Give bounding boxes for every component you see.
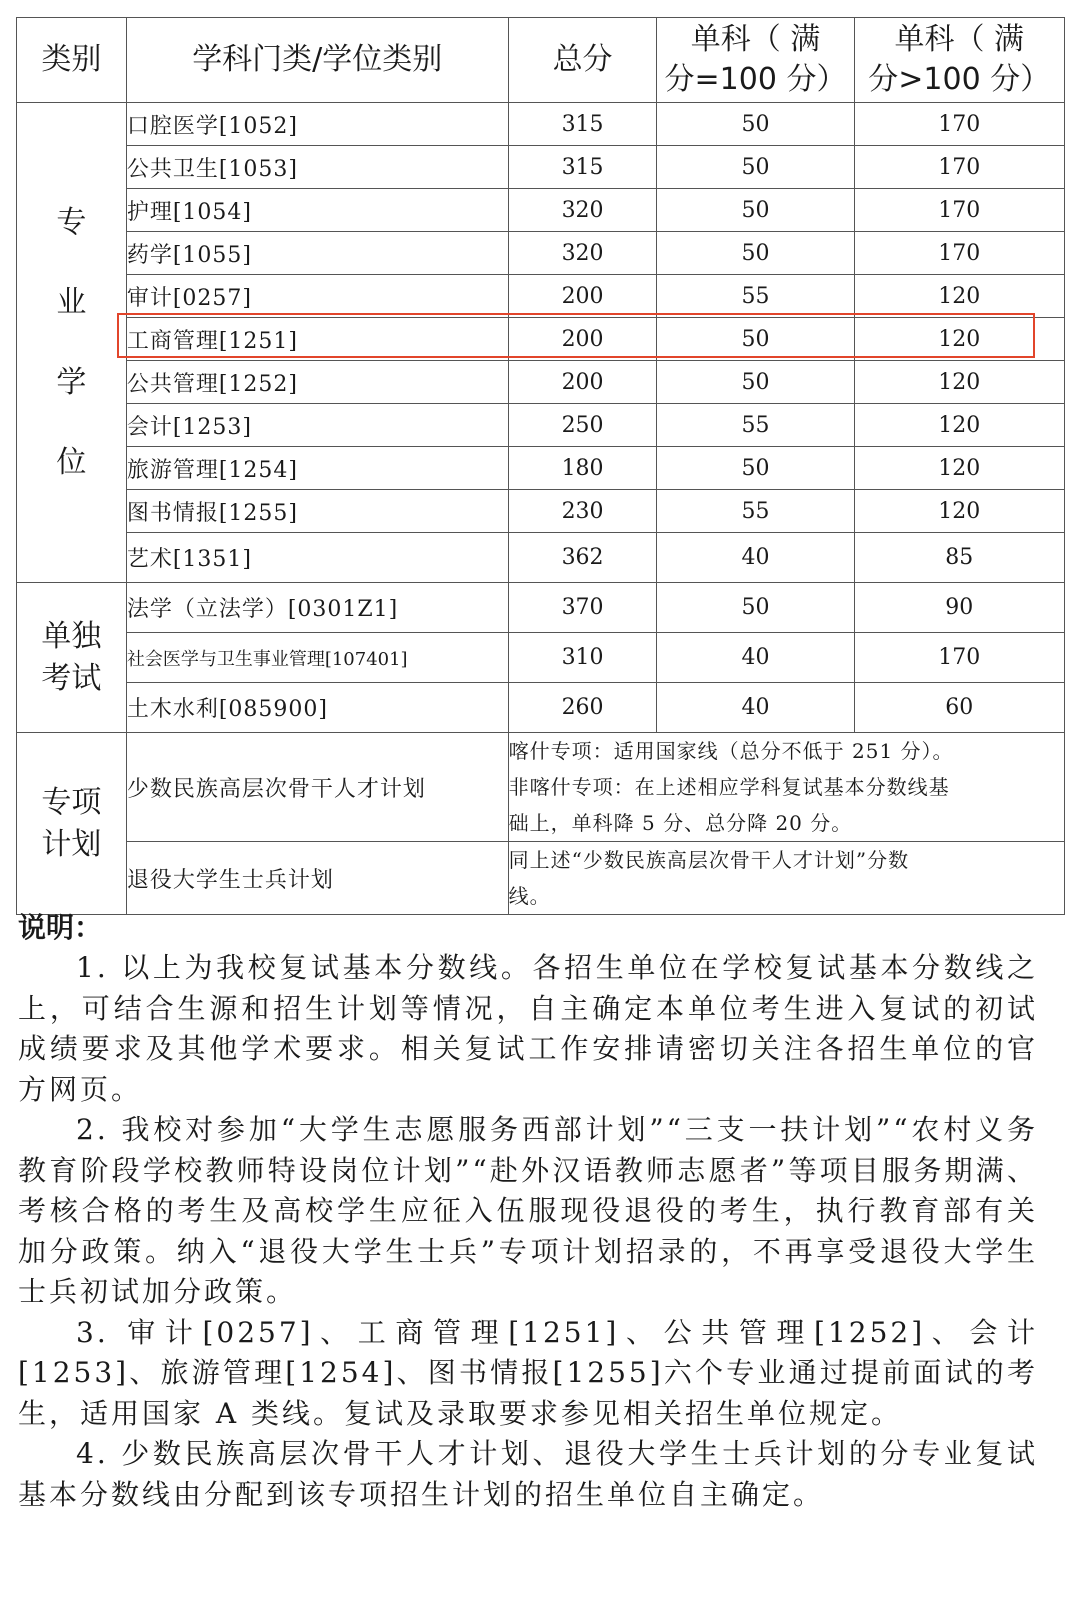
group-label-line: 考试 xyxy=(41,660,102,696)
subject-cell: 口腔医学[1052] xyxy=(126,103,508,146)
group-label-char: 专 xyxy=(56,204,87,240)
table-row xyxy=(17,447,1065,490)
single-over100-cell: 170 xyxy=(854,146,1064,189)
total-cell: 200 xyxy=(508,318,657,361)
subject-cell: 公共管理[1252] xyxy=(126,361,508,404)
note-line: 同上述“少数民族高层次骨干人才计划”分数 xyxy=(508,848,910,872)
subject-cell: 法学（立法学）[0301Z1] xyxy=(126,583,508,633)
single100-cell: 50 xyxy=(657,447,854,490)
table-row xyxy=(17,232,1065,275)
total-cell: 200 xyxy=(508,275,657,318)
table-header-row xyxy=(17,18,1065,103)
header-single-100 xyxy=(657,18,854,103)
total-cell: 180 xyxy=(508,447,657,490)
single-over100-cell: 120 xyxy=(854,275,1064,318)
total-cell: 230 xyxy=(508,490,657,533)
table-row xyxy=(17,361,1065,404)
table-row xyxy=(17,533,1065,583)
total-cell: 362 xyxy=(508,533,657,583)
header-category: 类别 xyxy=(17,18,127,103)
table-row-highlighted xyxy=(17,318,1065,361)
single100-cell: 50 xyxy=(657,318,854,361)
single100-cell: 55 xyxy=(657,275,854,318)
table-row xyxy=(17,683,1065,733)
single100-cell: 55 xyxy=(657,404,854,447)
note-paragraph: 2. 我校对参加“大学生志愿服务西部计划”“三支一扶计划”“农村义务教育阶段学校教师特设岗位计划”“赴外汉语教师志愿者”等项目服务期满、考核合格的考生及高校学生应征入伍服现役退役的考生，执行教育部有关加分政策。纳入“退役大学生士兵”专项计划招录的，不再享受退役大学生士兵初试加分政策。 xyxy=(18,1113,1038,1308)
total-cell: 320 xyxy=(508,232,657,275)
subject-cell: 旅游管理[1254] xyxy=(126,447,508,490)
group-label-char: 业 xyxy=(56,284,87,320)
group-label-char: 学 xyxy=(56,364,87,400)
note-line: 础上，单科降 5 分、总分降 20 分。 xyxy=(508,811,853,835)
group-label-char: 位 xyxy=(56,444,87,480)
single-over100-cell: 120 xyxy=(854,404,1064,447)
subject-cell: 图书情报[1255] xyxy=(126,490,508,533)
note-paragraph: 3. 审计[0257]、工商管理[1251]、公共管理[1252]、会计[1253]、旅游管理[1254]、图书情报[1255]六个专业通过提前面试的考生，适用国家 A 类线。复试及录取要求参见相关招生单位规定。 xyxy=(18,1315,1038,1430)
single-over100-cell: 170 xyxy=(854,103,1064,146)
single100-cell: 50 xyxy=(657,189,854,232)
total-cell: 315 xyxy=(508,103,657,146)
subject-cell: 社会医学与卫生事业管理[107401] xyxy=(126,633,508,683)
single-over100-cell: 170 xyxy=(854,189,1064,232)
single-over100-cell: 170 xyxy=(854,232,1064,275)
total-cell: 260 xyxy=(508,683,657,733)
single100-cell: 40 xyxy=(657,633,854,683)
note-line: 线。 xyxy=(508,884,551,908)
group-special-plan xyxy=(17,733,127,915)
score-table xyxy=(16,17,1065,915)
single100-cell: 50 xyxy=(657,103,854,146)
total-cell: 200 xyxy=(508,361,657,404)
header-total: 总分 xyxy=(508,18,657,103)
header-single-over-100 xyxy=(854,18,1064,103)
single100-cell: 50 xyxy=(657,361,854,404)
special-note-cell xyxy=(508,842,1064,915)
single-over100-cell: 120 xyxy=(854,490,1064,533)
note-paragraph: 4. 少数民族高层次骨干人才计划、退役大学生士兵计划的分专业复试基本分数线由分配到该专项招生计划的招生单位自主确定。 xyxy=(18,1437,1038,1511)
table-row xyxy=(17,490,1065,533)
table-row xyxy=(17,275,1065,318)
table-row xyxy=(17,404,1065,447)
header-single-over-100-line2: 分>100 分） xyxy=(868,62,1051,97)
total-cell: 320 xyxy=(508,189,657,232)
single-over100-cell: 85 xyxy=(854,533,1064,583)
group-label-line: 计划 xyxy=(41,826,102,862)
single-over100-cell: 90 xyxy=(854,583,1064,633)
single100-cell: 50 xyxy=(657,146,854,189)
header-single-100-line1: 单科（ 满 xyxy=(690,22,821,57)
subject-cell: 护理[1054] xyxy=(126,189,508,232)
table-row xyxy=(17,733,1065,842)
notes-heading: 说明： xyxy=(18,911,103,944)
single100-cell: 50 xyxy=(657,232,854,275)
total-cell: 310 xyxy=(508,633,657,683)
single100-cell: 40 xyxy=(657,533,854,583)
single100-cell: 55 xyxy=(657,490,854,533)
table-row xyxy=(17,103,1065,146)
single100-cell: 50 xyxy=(657,583,854,633)
table-row xyxy=(17,583,1065,633)
total-cell: 315 xyxy=(508,146,657,189)
table-row xyxy=(17,189,1065,232)
header-single-100-line2: 分=100 分） xyxy=(664,62,847,97)
group-label-line: 单独 xyxy=(41,618,102,654)
notes-section xyxy=(18,908,1038,1515)
note-line: 非喀什专项：在上述相应学科复试基本分数线基 xyxy=(508,775,950,799)
single100-cell: 40 xyxy=(657,683,854,733)
header-single-over-100-line1: 单科（ 满 xyxy=(894,22,1025,57)
group-independent-exam xyxy=(17,583,127,733)
group-label-line: 专项 xyxy=(41,784,102,820)
subject-cell: 土木水利[085900] xyxy=(126,683,508,733)
table-row xyxy=(17,633,1065,683)
note-paragraph: 1. 以上为我校复试基本分数线。各招生单位在学校复试基本分数线之上，可结合生源和招生计划等情况，自主确定本单位考生进入复试的初试成绩要求及其他学术要求。相关复试工作安排请密切关注各招生单位的官方网页。 xyxy=(18,951,1038,1106)
subject-cell: 药学[1055] xyxy=(126,232,508,275)
subject-cell: 审计[0257] xyxy=(126,275,508,318)
subject-cell: 少数民族高层次骨干人才计划 xyxy=(126,733,508,842)
single-over100-cell: 60 xyxy=(854,683,1064,733)
single-over100-cell: 170 xyxy=(854,633,1064,683)
header-subject: 学科门类/学位类别 xyxy=(126,18,508,103)
subject-cell: 退役大学生士兵计划 xyxy=(126,842,508,915)
single-over100-cell: 120 xyxy=(854,447,1064,490)
single-over100-cell: 120 xyxy=(854,361,1064,404)
subject-cell: 会计[1253] xyxy=(126,404,508,447)
subject-cell: 工商管理[1251] xyxy=(126,318,508,361)
table-row xyxy=(17,146,1065,189)
total-cell: 370 xyxy=(508,583,657,633)
subject-cell: 公共卫生[1053] xyxy=(126,146,508,189)
special-note-cell xyxy=(508,733,1064,842)
group-professional-degree xyxy=(17,103,127,583)
single-over100-cell: 120 xyxy=(854,318,1064,361)
total-cell: 250 xyxy=(508,404,657,447)
table-row xyxy=(17,842,1065,915)
note-line: 喀什专项：适用国家线（总分不低于 251 分）。 xyxy=(508,739,954,763)
subject-cell: 艺术[1351] xyxy=(126,533,508,583)
